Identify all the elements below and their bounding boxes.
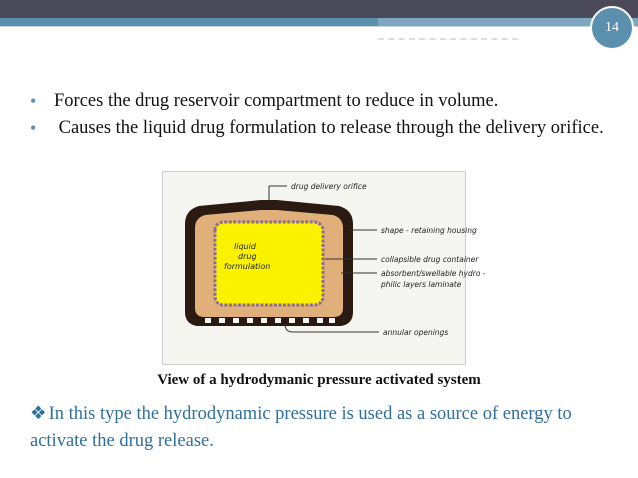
bullet-dot-icon: • bbox=[30, 118, 37, 138]
top-bar bbox=[0, 0, 638, 18]
bullet-text: Causes the liquid drug formulation to release through the delivery orifice. bbox=[54, 118, 604, 138]
diamond-arrow-icon: ❖ bbox=[30, 404, 47, 424]
label-absorbent-cont: philic layers laminate bbox=[381, 280, 462, 289]
reservoir-text: formulation bbox=[224, 262, 271, 271]
bullet-item bbox=[30, 115, 610, 142]
figure-caption: View of a hydrodymanic pressure activated system bbox=[157, 372, 481, 388]
label-container: collapsible drug container bbox=[381, 255, 479, 264]
bullet-dot-icon: • bbox=[30, 91, 37, 111]
header-divider bbox=[0, 26, 638, 27]
page-number-badge: 14 bbox=[590, 6, 634, 50]
bottom-bullet-text: In this type the hydrodynamic pressure is used as a source of energy to activate the drug release. bbox=[30, 404, 572, 451]
header-dashed-line bbox=[378, 38, 518, 40]
label-housing: shape - retaining housing bbox=[381, 226, 477, 235]
bottom-bullet bbox=[30, 401, 620, 455]
device-diagram bbox=[162, 171, 486, 365]
label-absorbent: absorbent/swellable hydro - bbox=[381, 269, 486, 278]
bullet-list bbox=[30, 88, 610, 142]
label-orifice: drug delivery orifice bbox=[291, 182, 367, 191]
label-openings: annular openings bbox=[383, 328, 449, 337]
bullet-text: Forces the drug reservoir compartment to reduce in volume. bbox=[54, 91, 499, 111]
device-diagram-svg bbox=[163, 172, 486, 364]
reservoir-text: liquid bbox=[234, 242, 256, 251]
reservoir-text: drug bbox=[238, 252, 257, 261]
bullet-item bbox=[30, 88, 610, 115]
